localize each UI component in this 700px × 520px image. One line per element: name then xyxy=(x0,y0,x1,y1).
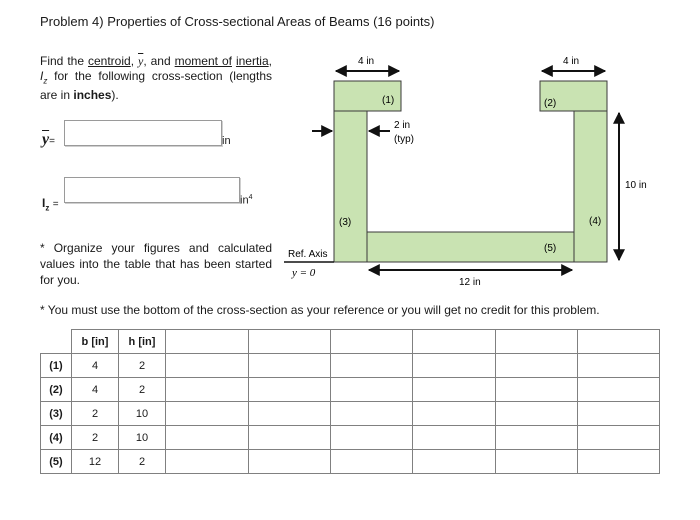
table-header-row xyxy=(41,330,660,354)
empty-cell[interactable] xyxy=(249,450,331,474)
part-1-label: (1) xyxy=(382,95,395,106)
table-row xyxy=(41,402,660,426)
empty-cell[interactable] xyxy=(578,426,660,450)
empty-cell[interactable] xyxy=(496,354,578,378)
dim-top-left-text: 4 in xyxy=(358,56,375,67)
iz-unit: $in^4$ xyxy=(240,194,253,207)
instr-centroid: centroid xyxy=(87,54,131,68)
table-row xyxy=(41,354,660,378)
dim-height-text: 10 in xyxy=(625,180,647,191)
empty-cell[interactable] xyxy=(249,426,331,450)
part-5-rect xyxy=(367,232,574,262)
table-row xyxy=(41,378,660,402)
header-b: b [in] xyxy=(72,330,119,354)
cell-b: 2 xyxy=(72,426,119,450)
cell-b: 4 xyxy=(72,354,119,378)
instr-and: , and xyxy=(143,54,171,68)
problem-title: Problem 4) Properties of Cross-sectional Areas of Beams (16 points) xyxy=(40,14,435,29)
note-reference: * You must use the bottom of the cross-section as your reference or you will get no credit for this problem. xyxy=(40,303,600,317)
empty-cell[interactable] xyxy=(249,402,331,426)
header-empty xyxy=(331,330,413,354)
instr-inches: inches xyxy=(73,88,112,103)
empty-cell[interactable] xyxy=(578,402,660,426)
cell-h: 2 xyxy=(119,450,166,474)
note-organize: * Organize your figures and calculated values into the table that has been started for you. xyxy=(40,241,272,287)
empty-cell[interactable] xyxy=(166,450,249,474)
dim-bottom-text: 12 in xyxy=(459,277,481,288)
empty-cell[interactable] xyxy=(166,402,249,426)
header-empty xyxy=(413,330,496,354)
instr-close: ). xyxy=(111,88,119,103)
table-row xyxy=(41,426,660,450)
dim-top-right-text: 4 in xyxy=(563,56,580,67)
empty-cell[interactable] xyxy=(578,378,660,402)
instr-find: Find the xyxy=(40,54,84,68)
empty-cell[interactable] xyxy=(496,378,578,402)
row-label: (4) xyxy=(41,426,72,450)
cell-b: 4 xyxy=(72,378,119,402)
empty-cell[interactable] xyxy=(249,378,331,402)
instr-inertia: inertia xyxy=(235,54,269,68)
header-empty xyxy=(166,330,249,354)
empty-cell[interactable] xyxy=(496,426,578,450)
cell-h: 10 xyxy=(119,402,166,426)
table-corner-cell xyxy=(41,330,72,354)
dim-thickness-note: (typ) xyxy=(394,134,414,145)
instr-ybar: $\overline{y}$ xyxy=(138,54,144,68)
empty-cell[interactable] xyxy=(578,354,660,378)
ybar-unit: in xyxy=(222,135,231,147)
instr-iz: $I_z$ xyxy=(40,69,48,86)
empty-cell[interactable] xyxy=(413,426,496,450)
empty-cell[interactable] xyxy=(413,450,496,474)
empty-cell[interactable] xyxy=(166,354,249,378)
header-empty xyxy=(249,330,331,354)
ref-axis-eq: y = 0 xyxy=(292,267,316,279)
dim-thickness-text: 2 in xyxy=(394,120,411,131)
instr-moment-of: moment of xyxy=(174,54,232,68)
iz-label: $I_z$ = xyxy=(42,196,59,213)
empty-cell[interactable] xyxy=(413,402,496,426)
table-row xyxy=(41,450,660,474)
empty-cell[interactable] xyxy=(249,354,331,378)
empty-cell[interactable] xyxy=(331,426,413,450)
cell-h: 10 xyxy=(119,426,166,450)
empty-cell[interactable] xyxy=(331,378,413,402)
data-table xyxy=(40,329,660,474)
empty-cell[interactable] xyxy=(413,354,496,378)
part-2-label: (2) xyxy=(544,98,557,109)
instr-rest: for the following cross-section (lengths are in xyxy=(40,69,272,103)
empty-cell[interactable] xyxy=(331,450,413,474)
cell-b: 12 xyxy=(72,450,119,474)
header-h: h [in] xyxy=(119,330,166,354)
cell-h: 2 xyxy=(119,354,166,378)
empty-cell[interactable] xyxy=(496,402,578,426)
cell-b: 2 xyxy=(72,402,119,426)
empty-cell[interactable] xyxy=(413,378,496,402)
row-label: (1) xyxy=(41,354,72,378)
header-empty xyxy=(496,330,578,354)
header-empty xyxy=(578,330,660,354)
empty-cell[interactable] xyxy=(166,378,249,402)
part-5-label: (5) xyxy=(544,243,557,254)
instructions: Find the centroid, $\overline{y}$, and moment of inertia, $I_z$ for the following cross-section (lengths are in inches). xyxy=(40,54,272,103)
empty-cell[interactable] xyxy=(578,450,660,474)
row-label: (5) xyxy=(41,450,72,474)
row-label: (3) xyxy=(41,402,72,426)
empty-cell[interactable] xyxy=(331,402,413,426)
ref-axis-label: Ref. Axis xyxy=(288,249,328,260)
part-3-rect xyxy=(334,111,367,262)
part-4-rect xyxy=(574,111,607,262)
ybar-label: $\overline{y}=$ xyxy=(42,131,55,148)
empty-cell[interactable] xyxy=(166,426,249,450)
row-label: (2) xyxy=(41,378,72,402)
empty-cell[interactable] xyxy=(331,354,413,378)
part-4-label: (4) xyxy=(589,216,602,227)
section-shapes xyxy=(334,81,607,262)
part-3-label: (3) xyxy=(339,217,352,228)
cell-h: 2 xyxy=(119,378,166,402)
empty-cell[interactable] xyxy=(496,450,578,474)
